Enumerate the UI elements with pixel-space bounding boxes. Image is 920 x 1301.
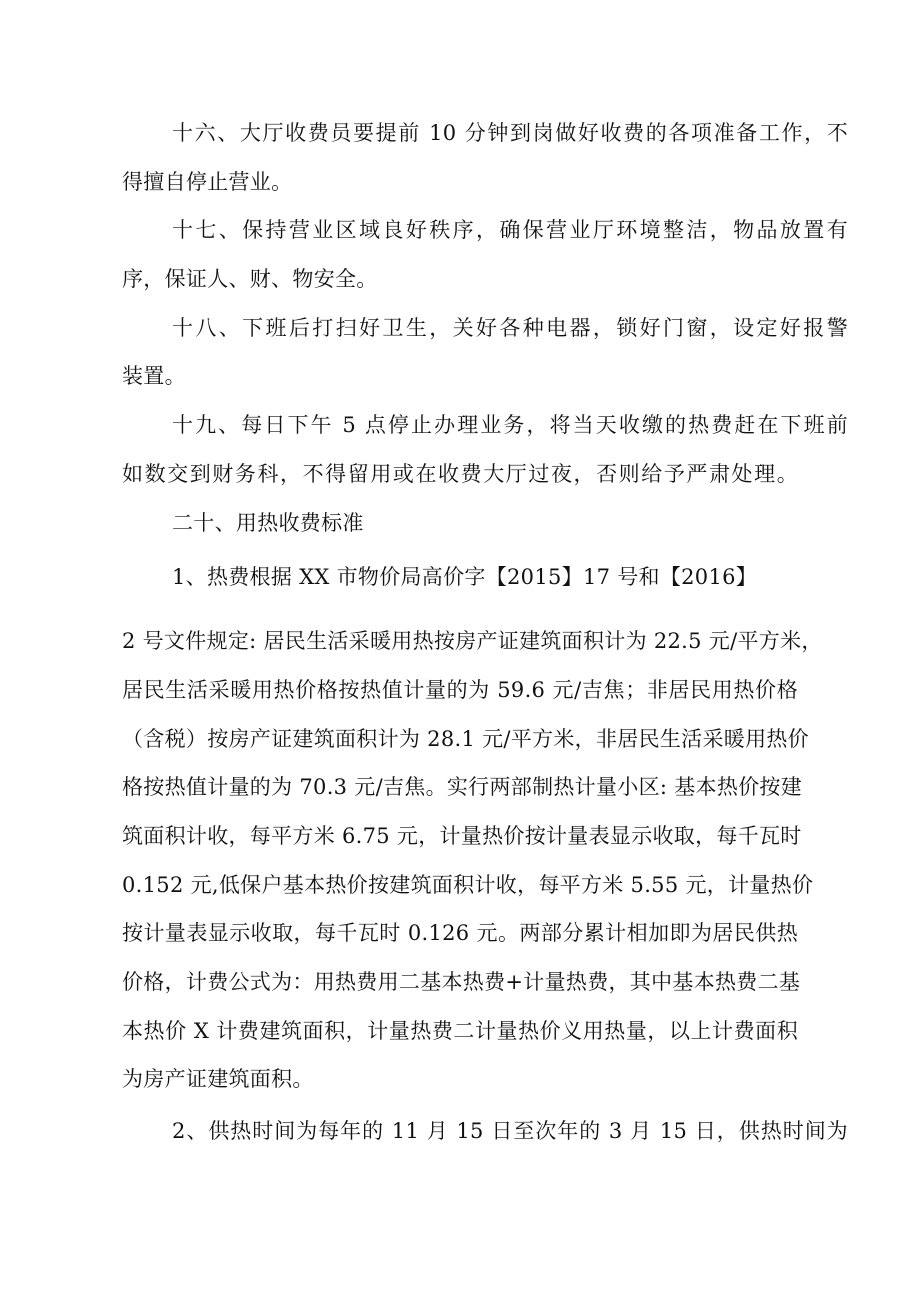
standard-line-7: 按计量表显示收取，每千瓦时 0.126 元。两部分累计相加即为居民供热 xyxy=(122,921,798,945)
paragraph-17-line-2: 序，保证人、财、物安全。 xyxy=(122,267,378,291)
item-2-line-1: 2、供热时间为每年的 11 月 15 日至次年的 3 月 15 日，供热时间为 xyxy=(172,1119,848,1143)
item-1-heading-line: 1、热费根据 XX 市物价局高价字【2015】17 号和【2016】 xyxy=(172,565,758,589)
standard-line-10: 为房产证建筑面积。 xyxy=(122,1067,314,1091)
paragraph-17-line-1: 十七、保持营业区域良好秩序，确保营业厅环境整洁，物品放置有 xyxy=(172,218,848,242)
standard-line-5: 筑面积计收，每平方米 6.75 元，计量热价按计量表显示收取，每千瓦时 xyxy=(122,824,802,848)
standard-line-3: （含税）按房产证建筑面积计为 28.1 元/平方米，非居民生活采暖用热价 xyxy=(122,727,809,751)
paragraph-18-line-2: 装置。 xyxy=(122,364,186,388)
paragraph-20-heading: 二十、用热收费标准 xyxy=(172,511,364,535)
paragraph-16-line-1: 十六、大厅收费员要提前 10 分钟到岗做好收费的各项准备工作，不 xyxy=(172,121,848,145)
standard-line-6: 0.152 元,低保户基本热价按建筑面积计收，每平方米 5.55 元，计量热价 xyxy=(122,873,814,897)
paragraph-16-line-2: 得擅自停止营业。 xyxy=(122,170,293,194)
paragraph-19-line-1: 十九、每日下午 5 点停止办理业务，将当天收缴的热费赶在下班前 xyxy=(172,413,848,437)
standard-line-2: 居民生活采暖用热价格按热值计量的为 59.6 元/吉焦；非居民用热价格 xyxy=(122,678,798,702)
paragraph-18-line-1: 十八、下班后打扫好卫生，关好各种电器，锁好门窗，设定好报警 xyxy=(172,316,848,340)
paragraph-19-line-2: 如数交到财务科，不得留用或在收费大厅过夜，否则给予严肃处理。 xyxy=(122,462,798,486)
standard-line-8: 价格，计费公式为：用热费用二基本热费+计量热费，其中基本热费二基 xyxy=(122,970,801,994)
standard-line-9: 本热价 X 计费建筑面积，计量热费二计量热价义用热量，以上计费面积 xyxy=(122,1019,798,1043)
standard-line-4: 格按热值计量的为 70.3 元/吉焦。实行两部制热计量小区: 基本热价按建 xyxy=(122,775,803,799)
standard-line-1: 2 号文件规定: 居民生活采暖用热按房产证建筑面积计为 22.5 元/平方米， xyxy=(122,629,823,653)
